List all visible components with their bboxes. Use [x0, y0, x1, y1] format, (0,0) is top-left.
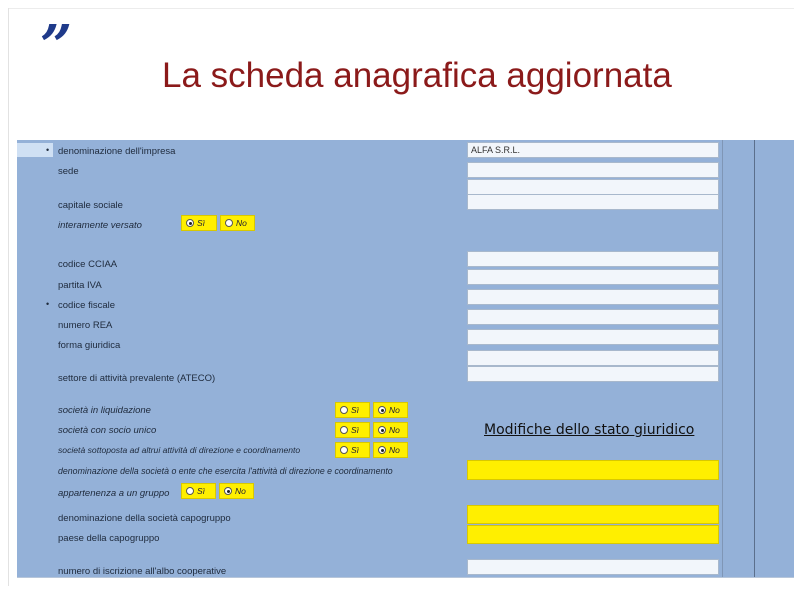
radio-selected-icon	[378, 406, 386, 414]
radio-versato-no[interactable]: No	[220, 215, 255, 231]
quote-mark-icon: ”	[40, 13, 73, 79]
input-capitale[interactable]	[467, 194, 719, 210]
input-fiscale[interactable]	[467, 309, 719, 325]
label-cciaa: codice CCIAA	[58, 259, 118, 270]
label-capitale: capitale sociale	[58, 200, 123, 211]
company-form-screenshot	[17, 140, 794, 578]
required-marker-icon: •	[46, 299, 50, 309]
radio-empty-icon	[225, 219, 233, 227]
label-socio-unico: società con socio unico	[58, 425, 157, 436]
slide-frame-left	[8, 8, 9, 586]
label-direzione: società sottoposta ad altrui attività di direzione e coordinamento	[58, 445, 301, 455]
label-iva: partita IVA	[58, 280, 102, 291]
required-marker-icon: •	[46, 145, 50, 155]
radio-empty-icon	[340, 446, 348, 454]
input-paese[interactable]	[467, 525, 719, 544]
radio-direzione-no[interactable]: No	[373, 442, 408, 458]
radio-selected-icon	[378, 426, 386, 434]
label-denominazione: denominazione dell'impresa	[58, 146, 176, 157]
label-forma: forma giuridica	[58, 340, 121, 351]
input-sede-line-2[interactable]	[467, 179, 719, 195]
annotation-stato-giuridico: Modifiche dello stato giuridico	[484, 422, 695, 438]
radio-direzione-yes[interactable]: Sì	[335, 442, 370, 458]
input-cciaa-top[interactable]	[467, 251, 719, 267]
radio-selected-icon	[224, 487, 232, 495]
label-albo: numero di iscrizione all'albo cooperative	[58, 566, 227, 577]
input-denominazione[interactable]: ALFA S.R.L.	[467, 142, 719, 158]
input-cciaa[interactable]	[467, 269, 719, 285]
radio-selected-icon	[186, 219, 194, 227]
input-denom-direzione[interactable]	[467, 460, 719, 480]
label-fiscale: codice fiscale	[58, 300, 116, 311]
radio-gruppo-yes[interactable]: Sì	[181, 483, 216, 499]
label-paese: paese della capogruppo	[58, 533, 160, 544]
input-rea[interactable]	[467, 329, 719, 345]
form-right-border	[722, 140, 723, 578]
page-title: La scheda anagrafica aggiornata	[162, 56, 672, 95]
label-denom-direzione: denominazione della società o ente che esercita l'attività di direzione e coordinamento	[58, 466, 393, 476]
radio-liquidazione-yes[interactable]: Sì	[335, 402, 370, 418]
label-capogruppo: denominazione della società capogruppo	[58, 513, 231, 524]
radio-selected-icon	[378, 446, 386, 454]
radio-socio-unico-yes[interactable]: Sì	[335, 422, 370, 438]
label-versato: interamente versato	[58, 220, 142, 231]
radio-empty-icon	[186, 487, 194, 495]
input-capogruppo[interactable]	[467, 505, 719, 524]
radio-gruppo-no[interactable]: No	[219, 483, 254, 499]
radio-empty-icon	[340, 406, 348, 414]
label-rea: numero REA	[58, 320, 113, 331]
input-sede[interactable]	[467, 162, 719, 178]
form-bottom-line	[17, 577, 794, 578]
input-iva[interactable]	[467, 289, 719, 305]
slide-frame-top	[8, 8, 794, 9]
radio-versato-yes[interactable]: Sì	[181, 215, 217, 231]
radio-socio-unico-no[interactable]: No	[373, 422, 408, 438]
label-gruppo: appartenenza a un gruppo	[58, 488, 170, 499]
input-ateco[interactable]	[467, 366, 719, 382]
label-sede: sede	[58, 166, 79, 177]
label-ateco: settore di attività prevalente (ATECO)	[58, 373, 216, 384]
input-albo[interactable]	[467, 559, 719, 575]
radio-liquidazione-no[interactable]: No	[373, 402, 408, 418]
form-side-panel	[754, 140, 794, 578]
input-forma[interactable]	[467, 350, 719, 366]
radio-empty-icon	[340, 426, 348, 434]
label-liquidazione: società in liquidazione	[58, 405, 151, 416]
